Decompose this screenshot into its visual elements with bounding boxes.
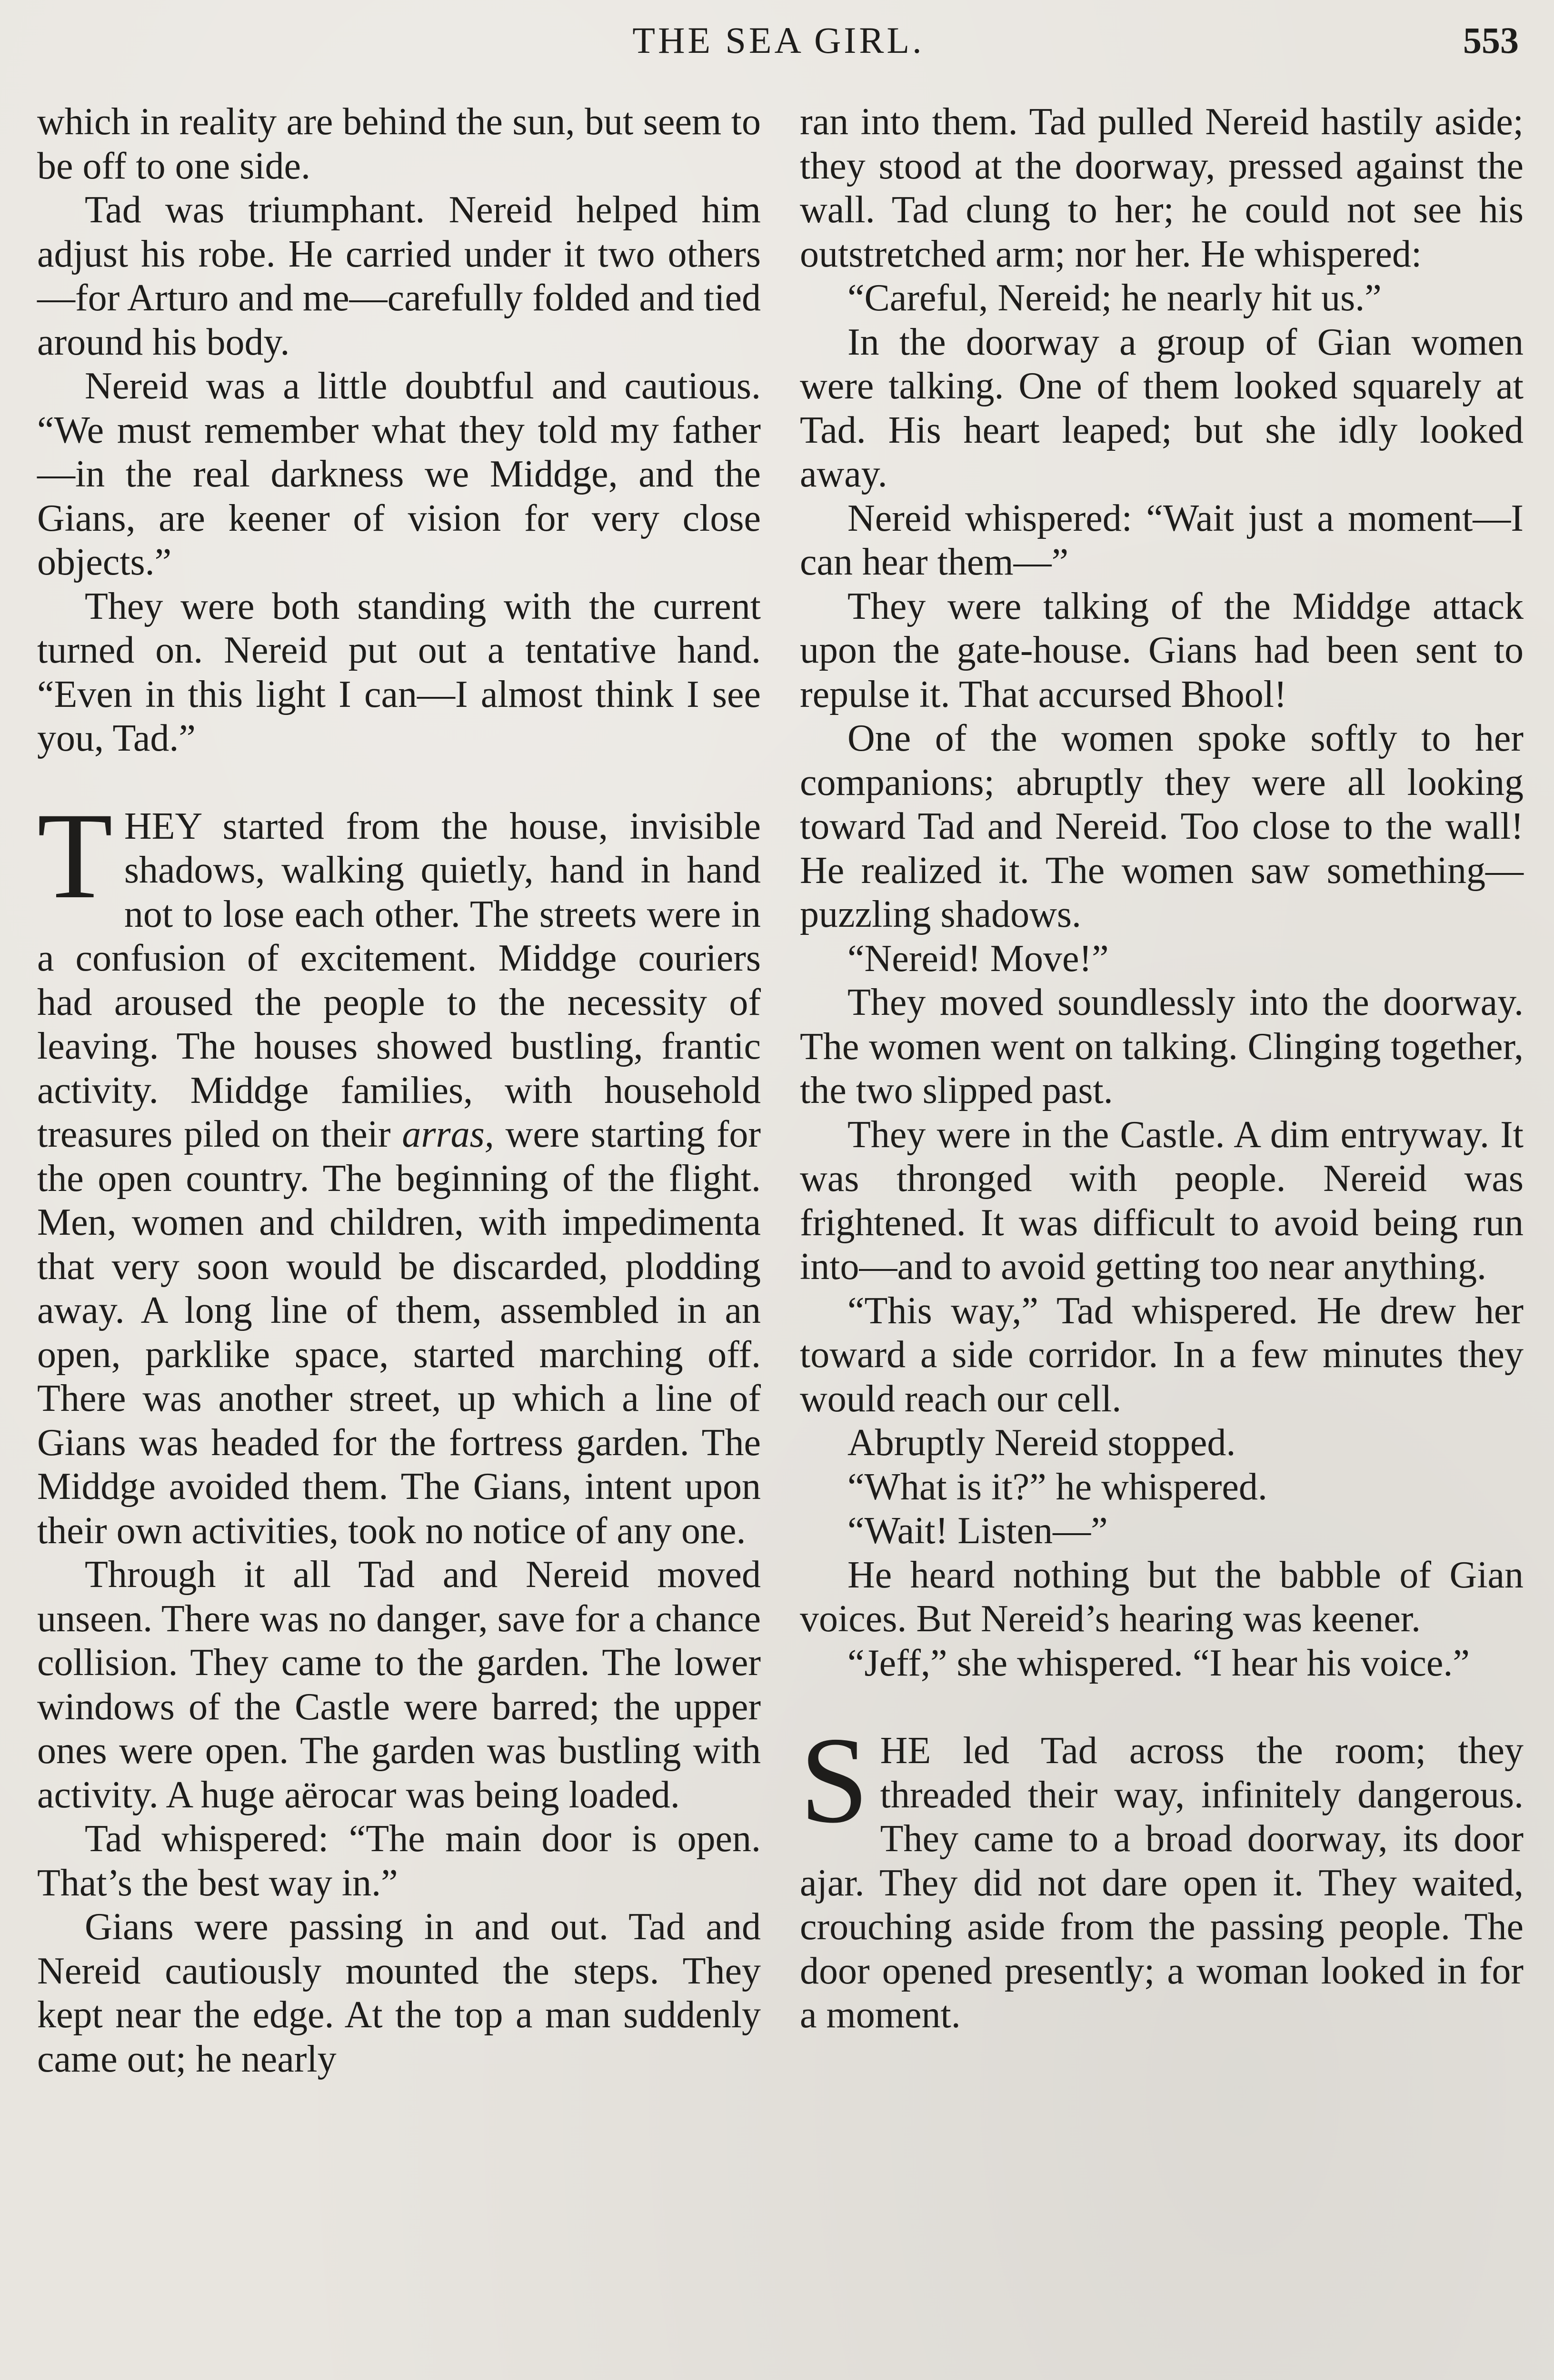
paragraph: Tad was triumphant. Nereid helped him adjust his robe. He carried under it two others—for Arturo and me—carefully folded and tied around his body. xyxy=(37,189,761,363)
paragraph-text: were starting for the open country. The beginning of the flight. Men, women and children, with impedimenta that very soon would be discarded, plodding away. A long line of them, assembled in an open, parklike space, started marching off. There was another street, up which a line of Gians was headed for the fortress garden. The Middge avoided them. The Gians, intent upon their own activities, took no notice of any one. xyxy=(37,1113,761,1552)
paragraph: They were both standing with the current turned on. Nereid put out a tentative hand. “Even in this light I can—I almost think I see you, Tad.” xyxy=(37,585,761,759)
left-column xyxy=(37,100,761,2081)
paragraph: One of the women spoke softly to her companions; abruptly they were all looking toward Tad and Nereid. Too close to the wall! He realized it. The women saw something—puzzling shadows. xyxy=(800,717,1524,935)
page-number: 553 xyxy=(1463,20,1519,61)
paragraph: “Wait! Listen—” xyxy=(847,1510,1108,1552)
section-paragraph xyxy=(37,787,761,1553)
drop-cap: S xyxy=(800,1712,869,1849)
paragraph: He heard nothing but the babble of Gian voices. But Nereid’s hearing was keener. xyxy=(800,1554,1524,1640)
paragraph: Tad whispered: “The main door is open. That’s the best way in.” xyxy=(37,1818,761,1904)
paragraph: “Careful, Nereid; he nearly hit us.” xyxy=(847,277,1382,319)
running-header xyxy=(38,14,1519,71)
italic-word: arras, xyxy=(402,1113,494,1155)
paragraph: Nereid was a little doubtful and cautious. “We must remember what they told my father—in the real darkness we Middge, and the Gians, are keener of vision for very close objects.” xyxy=(37,365,761,583)
paragraph: “This way,” Tad whispered. He drew her toward a side corridor. In a few minutes they would reach our cell. xyxy=(800,1289,1524,1420)
paragraph: “Nereid! Move!” xyxy=(847,937,1109,980)
paragraph: They moved soundlessly into the doorway. The women went on talking. Clinging together, the two slipped past. xyxy=(800,982,1524,1111)
paragraph: Through it all Tad and Nereid moved unseen. There was no danger, save for a chance collision. They came to the garden. The lower windows of the Castle were barred; the upper ones were open. The garden was bustling with activity. A huge aërocar was being loaded. xyxy=(37,1554,761,1816)
paragraph: They were talking of the Middge attack upon the gate-house. Gians had been sent to repulse it. That accursed Bhool! xyxy=(800,585,1524,715)
running-title: THE SEA GIRL. xyxy=(632,20,925,61)
paragraph: They were in the Castle. A dim entryway. It was thronged with people. Nereid was frightened. It was difficult to avoid being run into—and to avoid getting too near anything. xyxy=(800,1113,1524,1288)
paragraph: “Jeff,” she whispered. “I hear his voice.” xyxy=(847,1642,1470,1684)
paragraph: which in reality are behind the sun, but seem to be off to one side. xyxy=(37,101,761,187)
section-paragraph xyxy=(800,1712,1524,2037)
paragraph: Gians were passing in and out. Tad and Nereid cautiously mounted the steps. They kept near the edge. At the top a man suddenly came out; he nearly xyxy=(37,1906,761,2080)
paragraph-text: HEY started from the house, invisible shadows, walking quietly, hand in hand not to lose each other. The streets were in a confusion of excitement. Middge couriers had aroused the people to the necessity of leaving. The houses showed bustling, frantic activity. Middge families, with household treasures piled on their xyxy=(37,805,761,1155)
paragraph: Abruptly Nereid stopped. xyxy=(847,1422,1236,1464)
paragraph: ran into them. Tad pulled Nereid hastily aside; they stood at the doorway, pressed against the wall. Tad clung to her; he could not see his outstretched arm; nor her. He whispered: xyxy=(800,101,1524,275)
right-column xyxy=(800,100,1524,2037)
paragraph-text: HE led Tad across the room; they threaded their way, infinitely dangerous. They came to a broad doorway, its door ajar. They did not dare open it. They waited, crouching aside from the passing people. The door opened presently; a woman looked in for a moment. xyxy=(800,1730,1524,2036)
paragraph: “What is it?” he whispered. xyxy=(847,1466,1267,1508)
paragraph: Nereid whispered: “Wait just a moment—I can hear them—” xyxy=(800,497,1524,583)
drop-cap: T xyxy=(37,787,113,924)
paragraph: In the doorway a group of Gian women were talking. One of them looked squarely at Tad. His heart leaped; but she idly looked away. xyxy=(800,321,1524,495)
